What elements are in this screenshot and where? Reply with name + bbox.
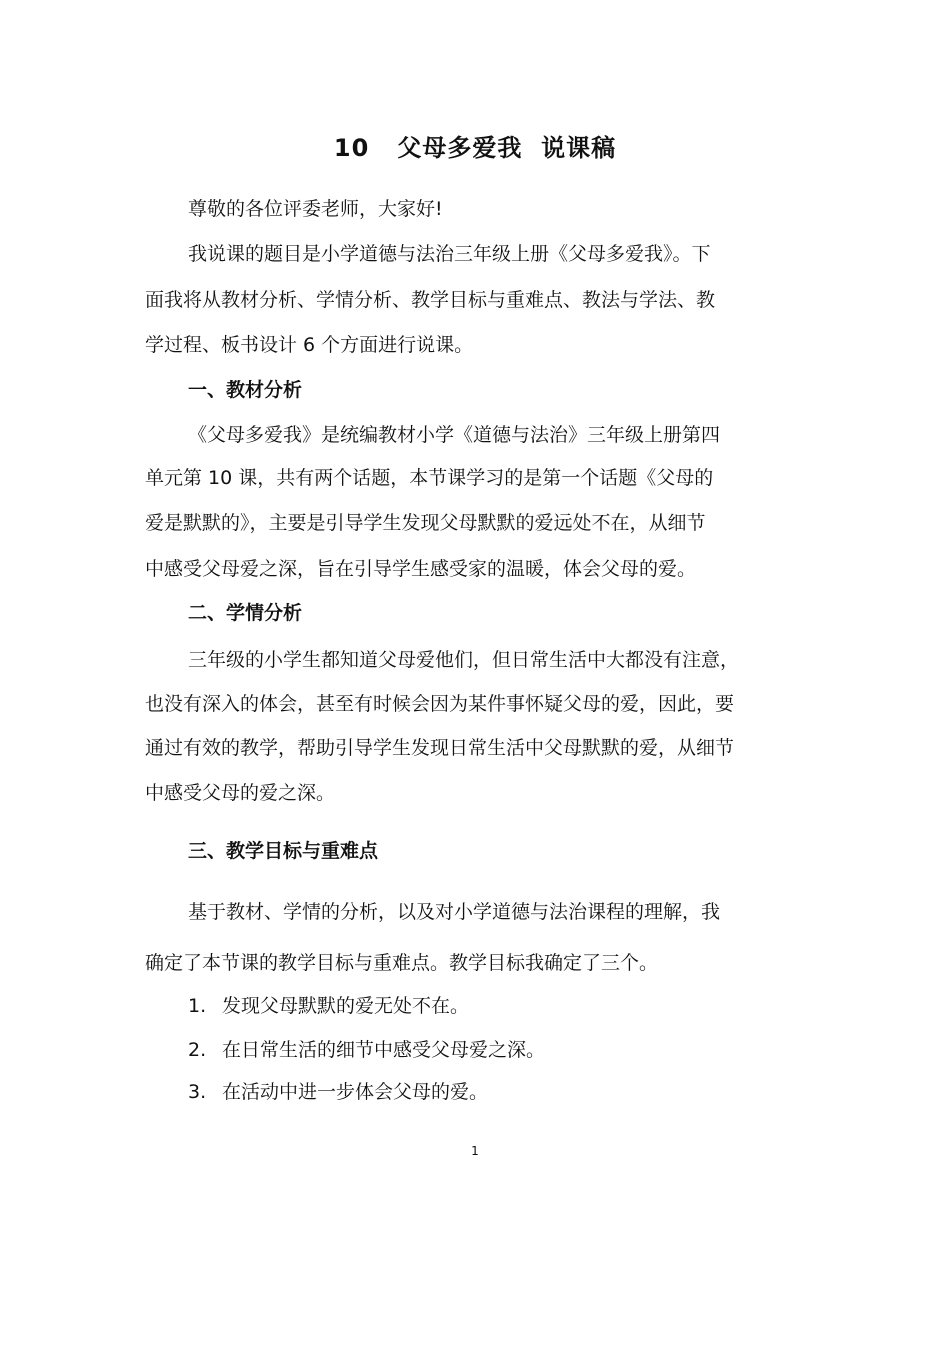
intro-line: 我说课的题目是小学道德与法治三年级上册《父母多爱我》。下 bbox=[188, 243, 711, 265]
list-item-text: 在活动中进一步体会父母的爱。 bbox=[222, 1081, 489, 1103]
section-heading-student-analysis: 二、学情分析 bbox=[188, 602, 303, 624]
list-item-number: 1. bbox=[188, 995, 207, 1017]
list-item bbox=[188, 993, 469, 1019]
list-item-text: 发现父母默默的爱无处不在。 bbox=[222, 995, 470, 1017]
list-item bbox=[188, 1079, 488, 1105]
paragraph-line: 通过有效的教学，帮助引导学生发现日常生活中父母默默的爱，从细节 bbox=[145, 737, 735, 759]
paragraph-line: 单元第 10 课，共有两个话题，本节课学习的是第一个话题《父母的 bbox=[145, 467, 714, 489]
list-item-text: 在日常生活的细节中感受父母爱之深。 bbox=[222, 1039, 546, 1061]
paragraph-line: 中感受父母的爱之深。 bbox=[145, 782, 336, 804]
section-heading-textbook-analysis: 一、教材分析 bbox=[188, 379, 303, 401]
paragraph-line: 《父母多爱我》是统编教材小学《道德与法治》三年级上册第四 bbox=[188, 424, 721, 446]
intro-line: 学过程、板书设计 6 个方面进行说课。 bbox=[145, 334, 474, 356]
intro-line: 面我将从教材分析、学情分析、教学目标与重难点、教法与学法、教 bbox=[145, 289, 716, 311]
greeting-line: 尊敬的各位评委老师，大家好! bbox=[188, 198, 443, 220]
paragraph-line: 基于教材、学情的分析，以及对小学道德与法治课程的理解，我 bbox=[188, 901, 721, 923]
section-heading-teaching-goals: 三、教学目标与重难点 bbox=[188, 840, 379, 862]
paragraph-line: 三年级的小学生都知道父母爱他们，但日常生活中大都没有注意， bbox=[188, 649, 740, 671]
list-item-number: 3. bbox=[188, 1081, 207, 1103]
page-number: 1 bbox=[471, 1144, 479, 1158]
paragraph-line: 爱是默默的》，主要是引导学生发现父母默默的爱远处不在，从细节 bbox=[145, 512, 706, 534]
paragraph-line: 也没有深入的体会，甚至有时候会因为某件事怀疑父母的爱，因此，要 bbox=[145, 693, 735, 715]
paragraph-line: 中感受父母爱之深，旨在引导学生感受家的温暖，体会父母的爱。 bbox=[145, 558, 697, 580]
list-item bbox=[188, 1037, 545, 1063]
list-item-number: 2. bbox=[188, 1039, 207, 1061]
document-title: 10 父母多爱我 说课稿 bbox=[333, 134, 617, 162]
paragraph-line: 确定了本节课的教学目标与重难点。教学目标我确定了三个。 bbox=[145, 952, 659, 974]
